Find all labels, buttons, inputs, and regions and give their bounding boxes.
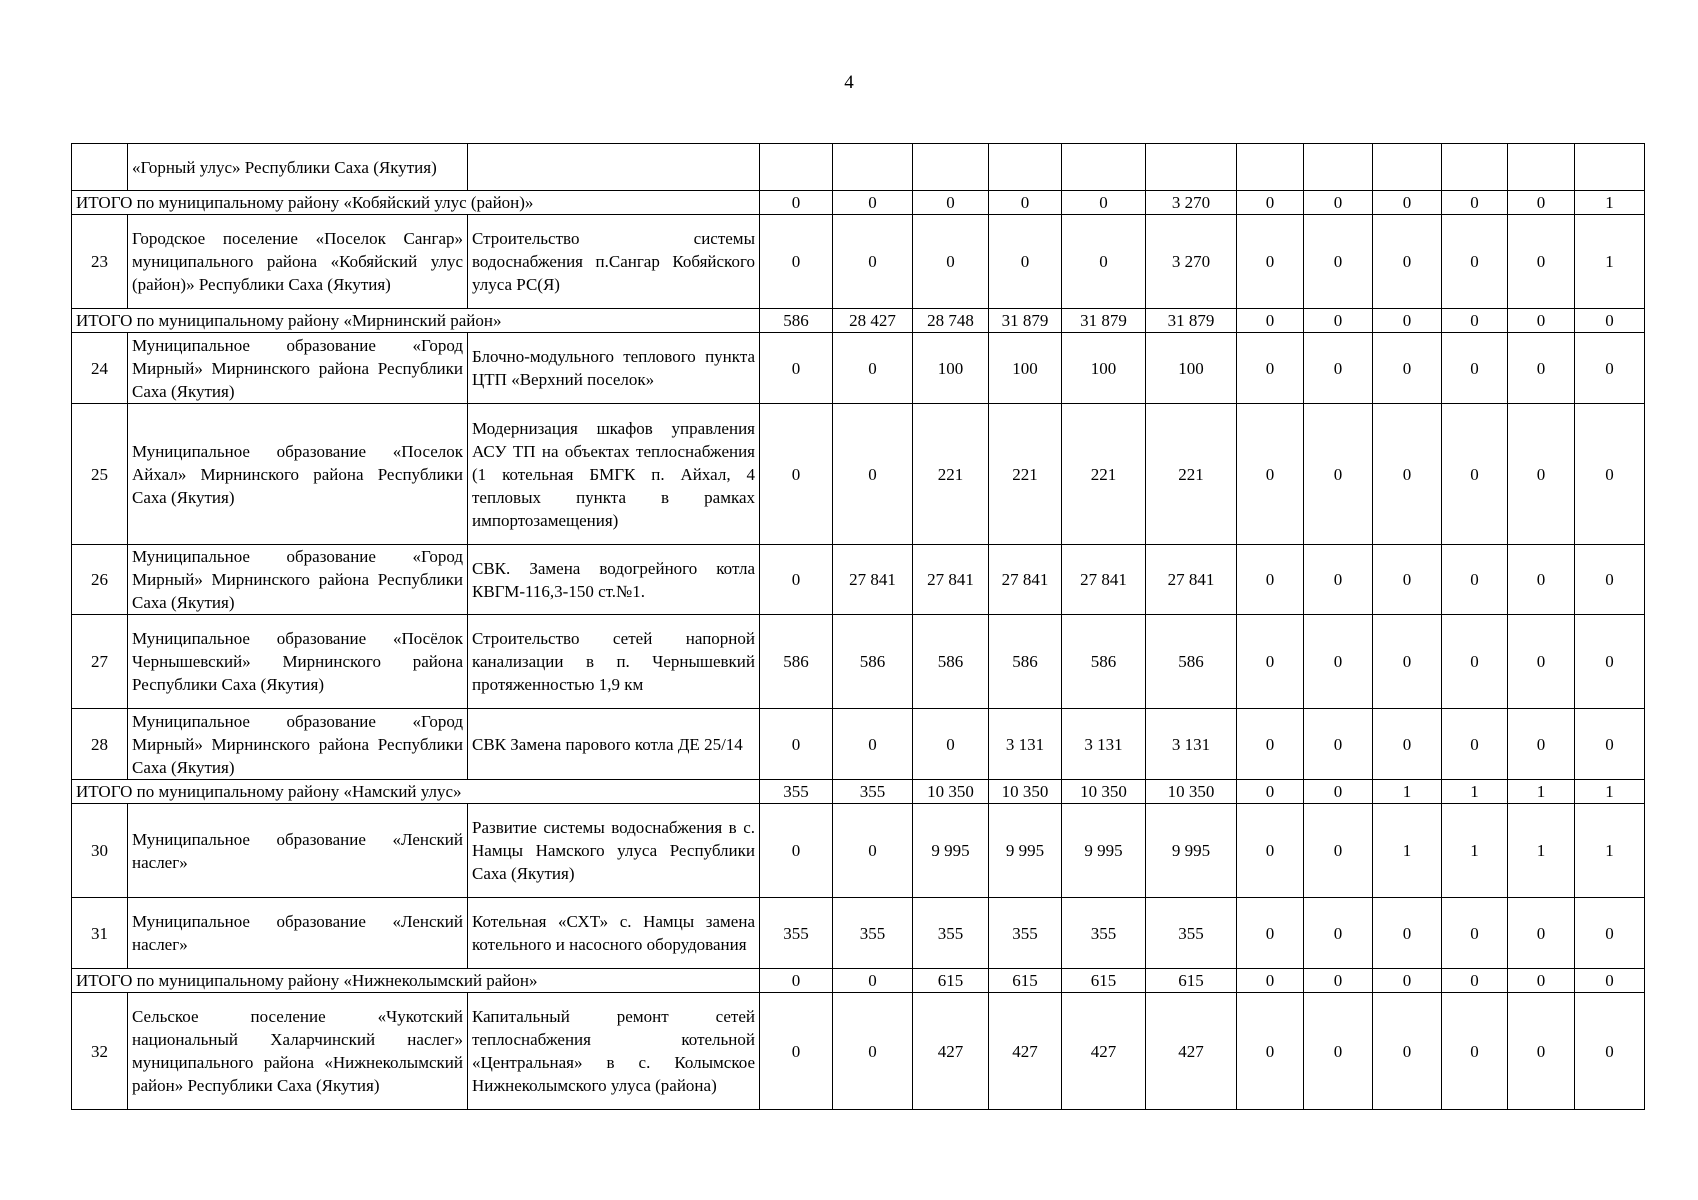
value-cell: 100	[913, 333, 989, 404]
value-cell: 1	[1508, 804, 1575, 898]
value-cell: 221	[989, 404, 1062, 545]
value-cell: 0	[760, 545, 833, 615]
value-cell: 0	[1304, 333, 1373, 404]
value-cell: 0	[1508, 333, 1575, 404]
municipality-cell: Муниципальное образование «Поселок Айхал» Мирнинского района Республики Саха (Якутия)	[128, 404, 468, 545]
value-cell: 0	[1304, 993, 1373, 1110]
value-cell: 586	[1062, 615, 1146, 709]
value-cell: 427	[1146, 993, 1237, 1110]
value-cell	[1508, 144, 1575, 191]
table-row	[72, 144, 1645, 191]
value-cell: 3 131	[1146, 709, 1237, 780]
value-cell: 615	[1146, 969, 1237, 993]
value-cell: 0	[760, 804, 833, 898]
value-cell: 355	[1062, 898, 1146, 969]
value-cell: 0	[1304, 545, 1373, 615]
project-cell: Модернизация шкафов управления АСУ ТП на объектах теплоснабжения (1 котельная БМГК п. Айхал, 4 тепловых пункта в рамках импортозамещения)	[468, 404, 760, 545]
value-cell: 0	[833, 333, 913, 404]
table-row	[72, 898, 1645, 969]
value-cell: 3 131	[989, 709, 1062, 780]
value-cell: 0	[1575, 333, 1645, 404]
value-cell: 0	[1373, 898, 1442, 969]
value-cell: 0	[1508, 615, 1575, 709]
value-cell: 0	[1508, 993, 1575, 1110]
value-cell: 9 995	[913, 804, 989, 898]
total-label: ИТОГО по муниципальному району «Кобяйский улус (район)»	[72, 191, 760, 215]
value-cell: 0	[833, 804, 913, 898]
value-cell: 0	[1373, 309, 1442, 333]
project-cell	[468, 144, 760, 191]
value-cell: 1	[1575, 191, 1645, 215]
project-cell: Блочно-модульного теплового пункта ЦТП «Верхний поселок»	[468, 333, 760, 404]
value-cell: 0	[1508, 545, 1575, 615]
value-cell: 1	[1575, 804, 1645, 898]
value-cell: 100	[1062, 333, 1146, 404]
value-cell: 586	[760, 309, 833, 333]
row-number: 26	[72, 545, 128, 615]
value-cell: 0	[1575, 545, 1645, 615]
value-cell: 27 841	[1062, 545, 1146, 615]
value-cell: 355	[1146, 898, 1237, 969]
value-cell: 0	[1237, 215, 1304, 309]
value-cell: 615	[1062, 969, 1146, 993]
value-cell: 0	[1304, 191, 1373, 215]
value-cell: 28 427	[833, 309, 913, 333]
value-cell: 0	[1442, 545, 1508, 615]
value-cell: 0	[833, 404, 913, 545]
value-cell	[833, 144, 913, 191]
value-cell: 0	[1237, 898, 1304, 969]
value-cell: 3 131	[1062, 709, 1146, 780]
value-cell: 0	[833, 191, 913, 215]
value-cell: 0	[760, 215, 833, 309]
value-cell: 0	[1575, 898, 1645, 969]
value-cell: 31 879	[1146, 309, 1237, 333]
value-cell: 355	[833, 898, 913, 969]
value-cell: 427	[1062, 993, 1146, 1110]
table-row	[72, 545, 1645, 615]
value-cell: 0	[1442, 969, 1508, 993]
value-cell: 0	[1508, 898, 1575, 969]
value-cell: 0	[1442, 333, 1508, 404]
value-cell: 0	[1508, 969, 1575, 993]
project-cell: Строительство сетей напорной канализации в п. Чернышевкий протяженностью 1,9 км	[468, 615, 760, 709]
table-body	[72, 144, 1645, 1110]
value-cell: 1	[1442, 780, 1508, 804]
value-cell: 0	[1304, 309, 1373, 333]
value-cell: 0	[760, 993, 833, 1110]
value-cell: 10 350	[913, 780, 989, 804]
municipality-cell: Муниципальное образование «Посёлок Чернышевский» Мирнинского района Республики Саха (Якутия)	[128, 615, 468, 709]
table-row	[72, 404, 1645, 545]
value-cell: 0	[1575, 993, 1645, 1110]
value-cell	[1304, 144, 1373, 191]
value-cell: 0	[1373, 969, 1442, 993]
value-cell: 0	[1442, 615, 1508, 709]
value-cell: 0	[1237, 615, 1304, 709]
value-cell	[989, 144, 1062, 191]
value-cell: 615	[913, 969, 989, 993]
value-cell: 0	[1373, 191, 1442, 215]
row-number: 23	[72, 215, 128, 309]
value-cell: 0	[1237, 709, 1304, 780]
value-cell	[760, 144, 833, 191]
value-cell: 0	[760, 969, 833, 993]
value-cell: 1	[1442, 804, 1508, 898]
value-cell: 27 841	[1146, 545, 1237, 615]
value-cell: 10 350	[989, 780, 1062, 804]
value-cell: 0	[1237, 993, 1304, 1110]
value-cell: 0	[1304, 780, 1373, 804]
value-cell: 0	[1304, 404, 1373, 545]
value-cell: 100	[1146, 333, 1237, 404]
value-cell: 0	[1508, 709, 1575, 780]
value-cell: 0	[1575, 309, 1645, 333]
value-cell: 0	[1442, 993, 1508, 1110]
value-cell: 1	[1373, 780, 1442, 804]
value-cell: 615	[989, 969, 1062, 993]
value-cell: 27 841	[833, 545, 913, 615]
project-cell: Котельная «СХТ» с. Намцы замена котельного и насосного оборудования	[468, 898, 760, 969]
project-cell: Развитие системы водоснабжения в с. Намцы Намского улуса Республики Саха (Якутия)	[468, 804, 760, 898]
value-cell: 0	[1575, 615, 1645, 709]
value-cell: 0	[1442, 215, 1508, 309]
table-row	[72, 993, 1645, 1110]
value-cell: 0	[1373, 333, 1442, 404]
project-cell: СВК. Замена водогрейного котла КВГМ-116,3-150 ст.№1.	[468, 545, 760, 615]
value-cell: 0	[1373, 545, 1442, 615]
value-cell: 0	[913, 215, 989, 309]
value-cell: 0	[1373, 615, 1442, 709]
value-cell: 27 841	[913, 545, 989, 615]
value-cell: 0	[760, 333, 833, 404]
value-cell: 0	[1304, 969, 1373, 993]
value-cell: 0	[1237, 191, 1304, 215]
value-cell: 0	[1508, 404, 1575, 545]
total-row	[72, 780, 1645, 804]
value-cell: 0	[1508, 191, 1575, 215]
row-number: 28	[72, 709, 128, 780]
value-cell: 0	[1237, 333, 1304, 404]
value-cell: 355	[760, 780, 833, 804]
row-number	[72, 144, 128, 191]
municipality-cell: Городское поселение «Поселок Сангар» муниципального района «Кобяйский улус (район)» Республики Саха (Якутия)	[128, 215, 468, 309]
value-cell: 3 270	[1146, 215, 1237, 309]
value-cell: 0	[1508, 215, 1575, 309]
value-cell: 1	[1575, 780, 1645, 804]
value-cell: 27 841	[989, 545, 1062, 615]
value-cell: 0	[1442, 309, 1508, 333]
value-cell: 221	[1146, 404, 1237, 545]
table-row	[72, 615, 1645, 709]
municipality-cell: Муниципальное образование «Город Мирный» Мирнинского района Республики Саха (Якутия)	[128, 333, 468, 404]
project-cell: Капитальный ремонт сетей теплоснабжения котельной «Центральная» в с. Колымское Нижнеколымского улуса (района)	[468, 993, 760, 1110]
value-cell: 0	[1062, 215, 1146, 309]
value-cell: 0	[1237, 404, 1304, 545]
page-number: 4	[844, 72, 854, 93]
value-cell: 0	[913, 709, 989, 780]
value-cell: 28 748	[913, 309, 989, 333]
value-cell: 0	[760, 404, 833, 545]
value-cell: 0	[1575, 404, 1645, 545]
value-cell: 221	[913, 404, 989, 545]
value-cell: 355	[760, 898, 833, 969]
row-number: 31	[72, 898, 128, 969]
total-row	[72, 969, 1645, 993]
table-row	[72, 333, 1645, 404]
project-cell: СВК Замена парового котла ДЕ 25/14	[468, 709, 760, 780]
value-cell: 355	[833, 780, 913, 804]
value-cell	[913, 144, 989, 191]
value-cell: 0	[833, 993, 913, 1110]
value-cell: 9 995	[1062, 804, 1146, 898]
value-cell: 10 350	[1062, 780, 1146, 804]
value-cell: 0	[1373, 993, 1442, 1110]
value-cell: 0	[1304, 615, 1373, 709]
value-cell	[1575, 144, 1645, 191]
row-number: 32	[72, 993, 128, 1110]
value-cell: 0	[1062, 191, 1146, 215]
total-row	[72, 309, 1645, 333]
value-cell: 0	[833, 969, 913, 993]
value-cell: 0	[1508, 309, 1575, 333]
value-cell: 10 350	[1146, 780, 1237, 804]
value-cell: 0	[1575, 709, 1645, 780]
value-cell: 0	[1304, 709, 1373, 780]
project-cell: Строительство системы водоснабжения п.Сангар Кобяйского улуса РС(Я)	[468, 215, 760, 309]
row-number: 30	[72, 804, 128, 898]
value-cell: 0	[1304, 215, 1373, 309]
table-row	[72, 215, 1645, 309]
municipality-cell: Муниципальное образование «Ленский наслег»	[128, 804, 468, 898]
value-cell: 0	[1575, 969, 1645, 993]
value-cell: 0	[1237, 545, 1304, 615]
value-cell	[1062, 144, 1146, 191]
value-cell	[1442, 144, 1508, 191]
value-cell: 0	[833, 215, 913, 309]
total-label: ИТОГО по муниципальному району «Намский улус»	[72, 780, 760, 804]
value-cell: 0	[1373, 404, 1442, 545]
value-cell: 3 270	[1146, 191, 1237, 215]
total-label: ИТОГО по муниципальному району «Мирнинский район»	[72, 309, 760, 333]
value-cell: 1	[1373, 804, 1442, 898]
value-cell: 586	[833, 615, 913, 709]
value-cell: 0	[1304, 898, 1373, 969]
value-cell	[1237, 144, 1304, 191]
value-cell: 0	[913, 191, 989, 215]
value-cell: 427	[989, 993, 1062, 1110]
municipality-cell: Муниципальное образование «Город Мирный» Мирнинского района Республики Саха (Якутия)	[128, 545, 468, 615]
value-cell: 0	[1442, 709, 1508, 780]
value-cell: 0	[760, 191, 833, 215]
value-cell: 0	[1304, 804, 1373, 898]
value-cell: 0	[1442, 191, 1508, 215]
value-cell: 9 995	[989, 804, 1062, 898]
row-number: 24	[72, 333, 128, 404]
value-cell: 0	[1442, 404, 1508, 545]
value-cell	[1146, 144, 1237, 191]
municipality-cell: Сельское поселение «Чукотский национальный Халарчинский наслег» муниципального района «Нижнеколымский район» Республики Саха (Якутия)	[128, 993, 468, 1110]
value-cell: 31 879	[989, 309, 1062, 333]
value-cell: 0	[1237, 804, 1304, 898]
value-cell: 9 995	[1146, 804, 1237, 898]
value-cell: 0	[1237, 309, 1304, 333]
value-cell: 0	[1373, 709, 1442, 780]
value-cell: 0	[1237, 969, 1304, 993]
value-cell: 0	[760, 709, 833, 780]
value-cell: 586	[989, 615, 1062, 709]
table-row	[72, 804, 1645, 898]
value-cell: 221	[1062, 404, 1146, 545]
total-row	[72, 191, 1645, 215]
value-cell: 0	[1237, 780, 1304, 804]
value-cell: 586	[913, 615, 989, 709]
total-label: ИТОГО по муниципальному району «Нижнеколымский район»	[72, 969, 760, 993]
value-cell: 355	[913, 898, 989, 969]
value-cell: 1	[1508, 780, 1575, 804]
table-row	[72, 709, 1645, 780]
value-cell: 586	[760, 615, 833, 709]
value-cell: 31 879	[1062, 309, 1146, 333]
value-cell: 427	[913, 993, 989, 1110]
municipality-cell: «Горный улус» Республики Саха (Якутия)	[128, 144, 468, 191]
row-number: 25	[72, 404, 128, 545]
value-cell	[1373, 144, 1442, 191]
value-cell: 0	[833, 709, 913, 780]
municipality-cell: Муниципальное образование «Ленский наслег»	[128, 898, 468, 969]
value-cell: 0	[1442, 898, 1508, 969]
value-cell: 0	[989, 215, 1062, 309]
value-cell: 100	[989, 333, 1062, 404]
value-cell: 355	[989, 898, 1062, 969]
municipality-cell: Муниципальное образование «Город Мирный» Мирнинского района Республики Саха (Якутия)	[128, 709, 468, 780]
value-cell: 0	[989, 191, 1062, 215]
row-number: 27	[72, 615, 128, 709]
value-cell: 1	[1575, 215, 1645, 309]
investment-program-table	[71, 143, 1645, 1110]
value-cell: 0	[1373, 215, 1442, 309]
value-cell: 586	[1146, 615, 1237, 709]
